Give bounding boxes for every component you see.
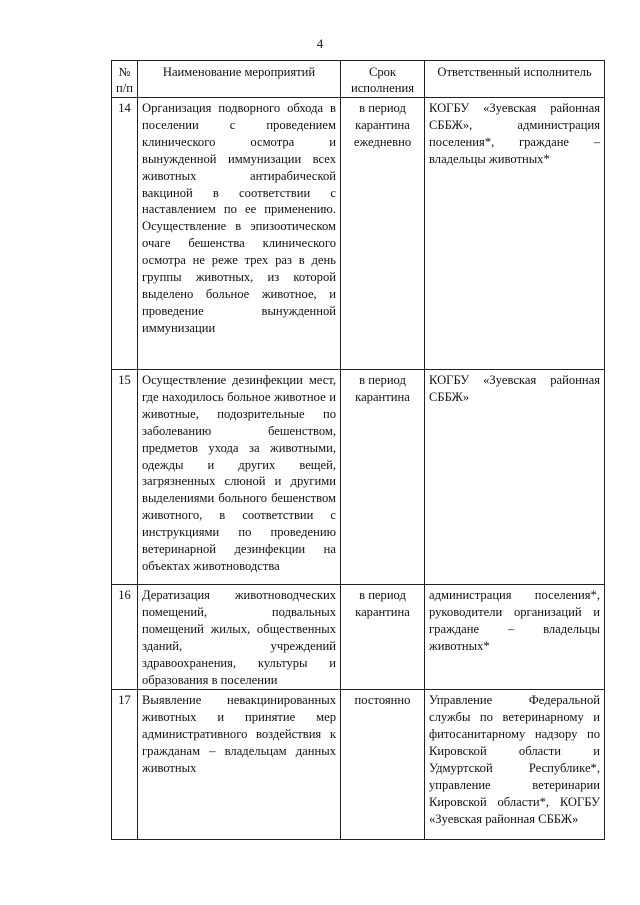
header-num: № п/п xyxy=(112,61,138,98)
measure-term: в период карантина xyxy=(341,585,425,690)
measure-name: Организация подворного обхода в поселении с проведением клинического осмотра и вынужденной иммунизации всех животных антирабической вакциной в соответствии с наставлением по ее применению. Осуществление в эпизоотическом очаге бешенства клинического осмотра не реже трех раз в день группы животных, из которой выделено больное животное, и проведение вынужденной иммунизации xyxy=(138,98,341,370)
table-row xyxy=(112,98,605,370)
table-row xyxy=(112,370,605,585)
table-row xyxy=(112,690,605,840)
measure-term: постоянно xyxy=(341,690,425,840)
measure-term: в период карантина ежедневно xyxy=(341,98,425,370)
table-row xyxy=(112,585,605,690)
measure-name: Выявление невакцинированных животных и принятие мер административного воздействия к гражданам – владельцам данных животных xyxy=(138,690,341,840)
row-number: 17 xyxy=(112,690,138,840)
measure-responsible: КОГБУ «Зуевская районная СББЖ» xyxy=(425,370,605,585)
header-responsible: Ответственный исполнитель xyxy=(425,61,605,98)
row-number: 15 xyxy=(112,370,138,585)
measure-responsible: Управление Федеральной службы по ветеринарному и фитосанитарному надзору по Кировской области и Удмуртской Республике*, управление ветеринарии Кировской области*, КОГБУ «Зуевская районная СББЖ» xyxy=(425,690,605,840)
table-header-row xyxy=(112,61,605,98)
measure-name: Дератизация животноводческих помещений, подвальных помещений жилых, общественных зданий, учреждений здравоохранения, культуры и образования в поселении xyxy=(138,585,341,690)
measures-table xyxy=(111,60,605,840)
row-number: 14 xyxy=(112,98,138,370)
measure-responsible: администрация поселения*, руководители организаций и граждане – владельцы животных* xyxy=(425,585,605,690)
row-number: 16 xyxy=(112,585,138,690)
header-term: Срок исполнения xyxy=(341,61,425,98)
page-number: 4 xyxy=(316,36,324,51)
header-name: Наименование мероприятий xyxy=(138,61,341,98)
measure-responsible: КОГБУ «Зуевская районная СББЖ», администрация поселения*, граждане – владельцы животных* xyxy=(425,98,605,370)
measure-term: в период карантина xyxy=(341,370,425,585)
measure-name: Осуществление дезинфекции мест, где находилось больное животное и животные, подозрительные по заболеванию бешенством, предметов ухода за животными, одежды и других вещей, загрязненных слюной и другими выделениями больного бешенством животного, в соответствии с инструкциями по проведению ветеринарной дезинфекции на объектах животноводства xyxy=(138,370,341,585)
